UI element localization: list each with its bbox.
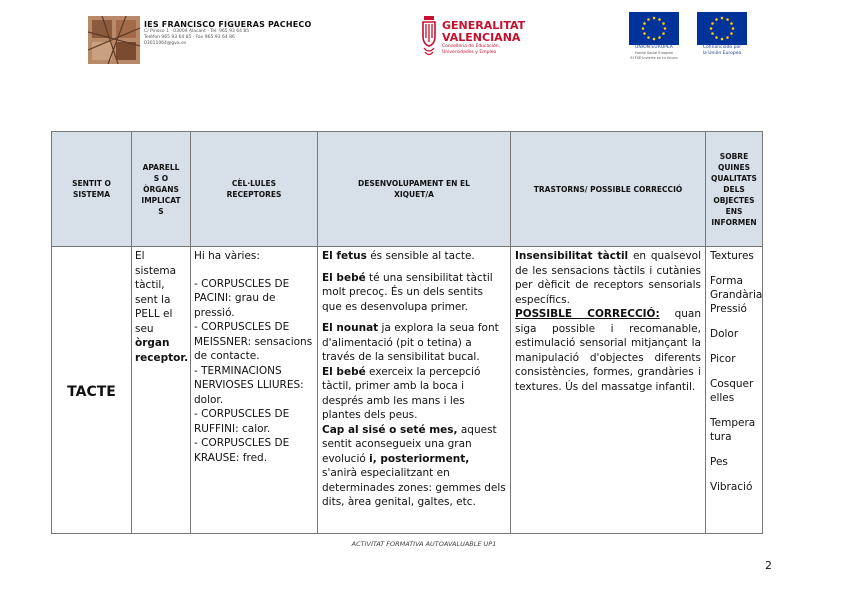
cell-receptors [191,247,318,534]
header-sentit: SENTIT O SISTEMA [52,132,132,247]
cell-sentit [52,247,132,534]
eu-cofinanced-logo [694,12,750,68]
correction-paragraph: POSSIBLE CORRECCIÓ: quan siga possible i recomanable, estimulació sensorial mitjançant la manipulació d'objectes diferents consistències, formes, grandàries i textures. Ús del massatge infantil. [515,308,701,393]
header-disorders: TRASTORNS/ POSSIBLE CORRECCIÓ [511,132,706,247]
generalitat-name-1: GENERALITAT [442,19,526,32]
eu-fse-caption: UNIÓN EUROPEA [635,45,673,50]
header-development: DESENVOLUPAMENT EN EL XIQUET/A [318,132,511,247]
eu-cofinanced-caption-1: Cofinanciado por [702,45,742,50]
development-paragraph: El fetus és sensible al tacte. [322,250,475,262]
cell-organs [132,247,191,534]
eu-flag-icon [629,12,679,45]
footer-caption: ACTIVITAT FORMATIVA AUTOAVALUABLE UP1 [351,540,497,548]
page-number: 2 [765,559,772,572]
organs-bold: òrgan receptor. [135,337,189,364]
generalitat-header [420,14,540,68]
receptor-item: - CORPUSCLES DE RUFFINI: calor. [194,408,290,435]
eu-fse-sub-1: Fondo Social Europeo [635,51,673,55]
receptor-item: - TERMINACIONS NERVIOSES LLIURES: dolor. [194,364,304,406]
header-organs: APARELL S O ÒRGANS IMPLICAT S [132,132,191,247]
disorder-paragraph: Insensibilitat tàctil en qualsevol de les sensacions tàctils i cutànies per dèficit de receptors sensorials específics. [515,250,702,306]
receptors-intro: Hi ha vàries: [194,250,260,262]
list-item: Cosquerelles [710,378,754,404]
generalitat-crest-icon [420,14,438,58]
receptor-item: - CORPUSCLES DE MEISSNER: sensacions de contacte. [194,321,313,362]
list-item: Textures [710,250,754,262]
development-text [318,247,510,512]
list-item: Pes [710,456,728,468]
cell-qualities [706,247,763,534]
list-item: Picor [710,353,736,365]
eu-fse-logo [626,12,682,68]
organs-text: El sistema tàctil, sent la PELL el seu òrgan receptor. [135,250,189,364]
generalitat-text [442,20,525,56]
list-item: Vibració [710,481,753,493]
list-item: Dolor [710,328,739,340]
eu-flag-icon [697,12,747,45]
generalitat-sub-1: Conselleria de Educación, [442,44,501,49]
generalitat-name-2: VALENCIANA [442,31,521,44]
development-paragraph: El bebé exerceix la percepció tàctil, primer amb la boca i després amb les mans i les plantes dels peus. [322,365,481,421]
receptor-item: - CORPUSCLES DE PACINI: grau de pressió. [194,277,290,319]
list-item: Forma Grandària Pressió [710,275,763,315]
cell-development [318,247,511,534]
eu-fse-sub-2: El FSE invierte en tu futuro [630,56,678,60]
table-header-row [52,132,763,247]
sense-name: TACTE [67,383,116,400]
qualities-list [706,247,762,507]
cell-disorders [511,247,706,534]
school-phone: Telèfon 965 93 64 85 · Fax 965 93 64 86 [144,35,235,40]
receptor-item: - CORPUSCLES DE KRAUSE: fred. [194,437,290,464]
list-item: Temperatura [710,417,756,443]
generalitat-sub-2: Universidades y Empleo [442,50,497,55]
school-header [88,16,328,66]
school-email: 03011064@gva.es [144,41,187,46]
school-logo-icon [88,16,140,64]
development-paragraph: El bebé té una sensibilitat tàctil molt precoç. És un dels sentits que es desenvolupa primer. [322,271,493,313]
school-name: IES FRANCISCO FIGUERAS PACHECO [144,20,312,29]
development-paragraph: El nounat ja explora la seua font d'alimentació (pit o tetina) a través de la sensibilitat bucal. [322,322,499,363]
senses-table [51,131,763,534]
table-row [52,247,763,534]
disorders-text [511,247,705,396]
development-paragraph: Cap al sisé o seté mes, aquest sentit aconsegueix una gran evolució i, posteriorment, s'anirà especialitzant en determinades zones: gemmes dels dits, àrea genital, galtes, etc. [322,423,506,508]
school-text [144,20,311,47]
receptors-list [191,247,317,467]
header-qualities: SOBRE QUINES QUALITATS DELS OBJECTES ENS INFORMEN [706,132,763,247]
header-receptors: CÈL·LULES RECEPTORES [191,132,318,247]
eu-cofinanced-caption-2: la Unión Europea [702,51,742,56]
school-address: C/ Pinoso 1 · 03004 Alacant · Tel. 965 93 64 85 [144,29,250,34]
